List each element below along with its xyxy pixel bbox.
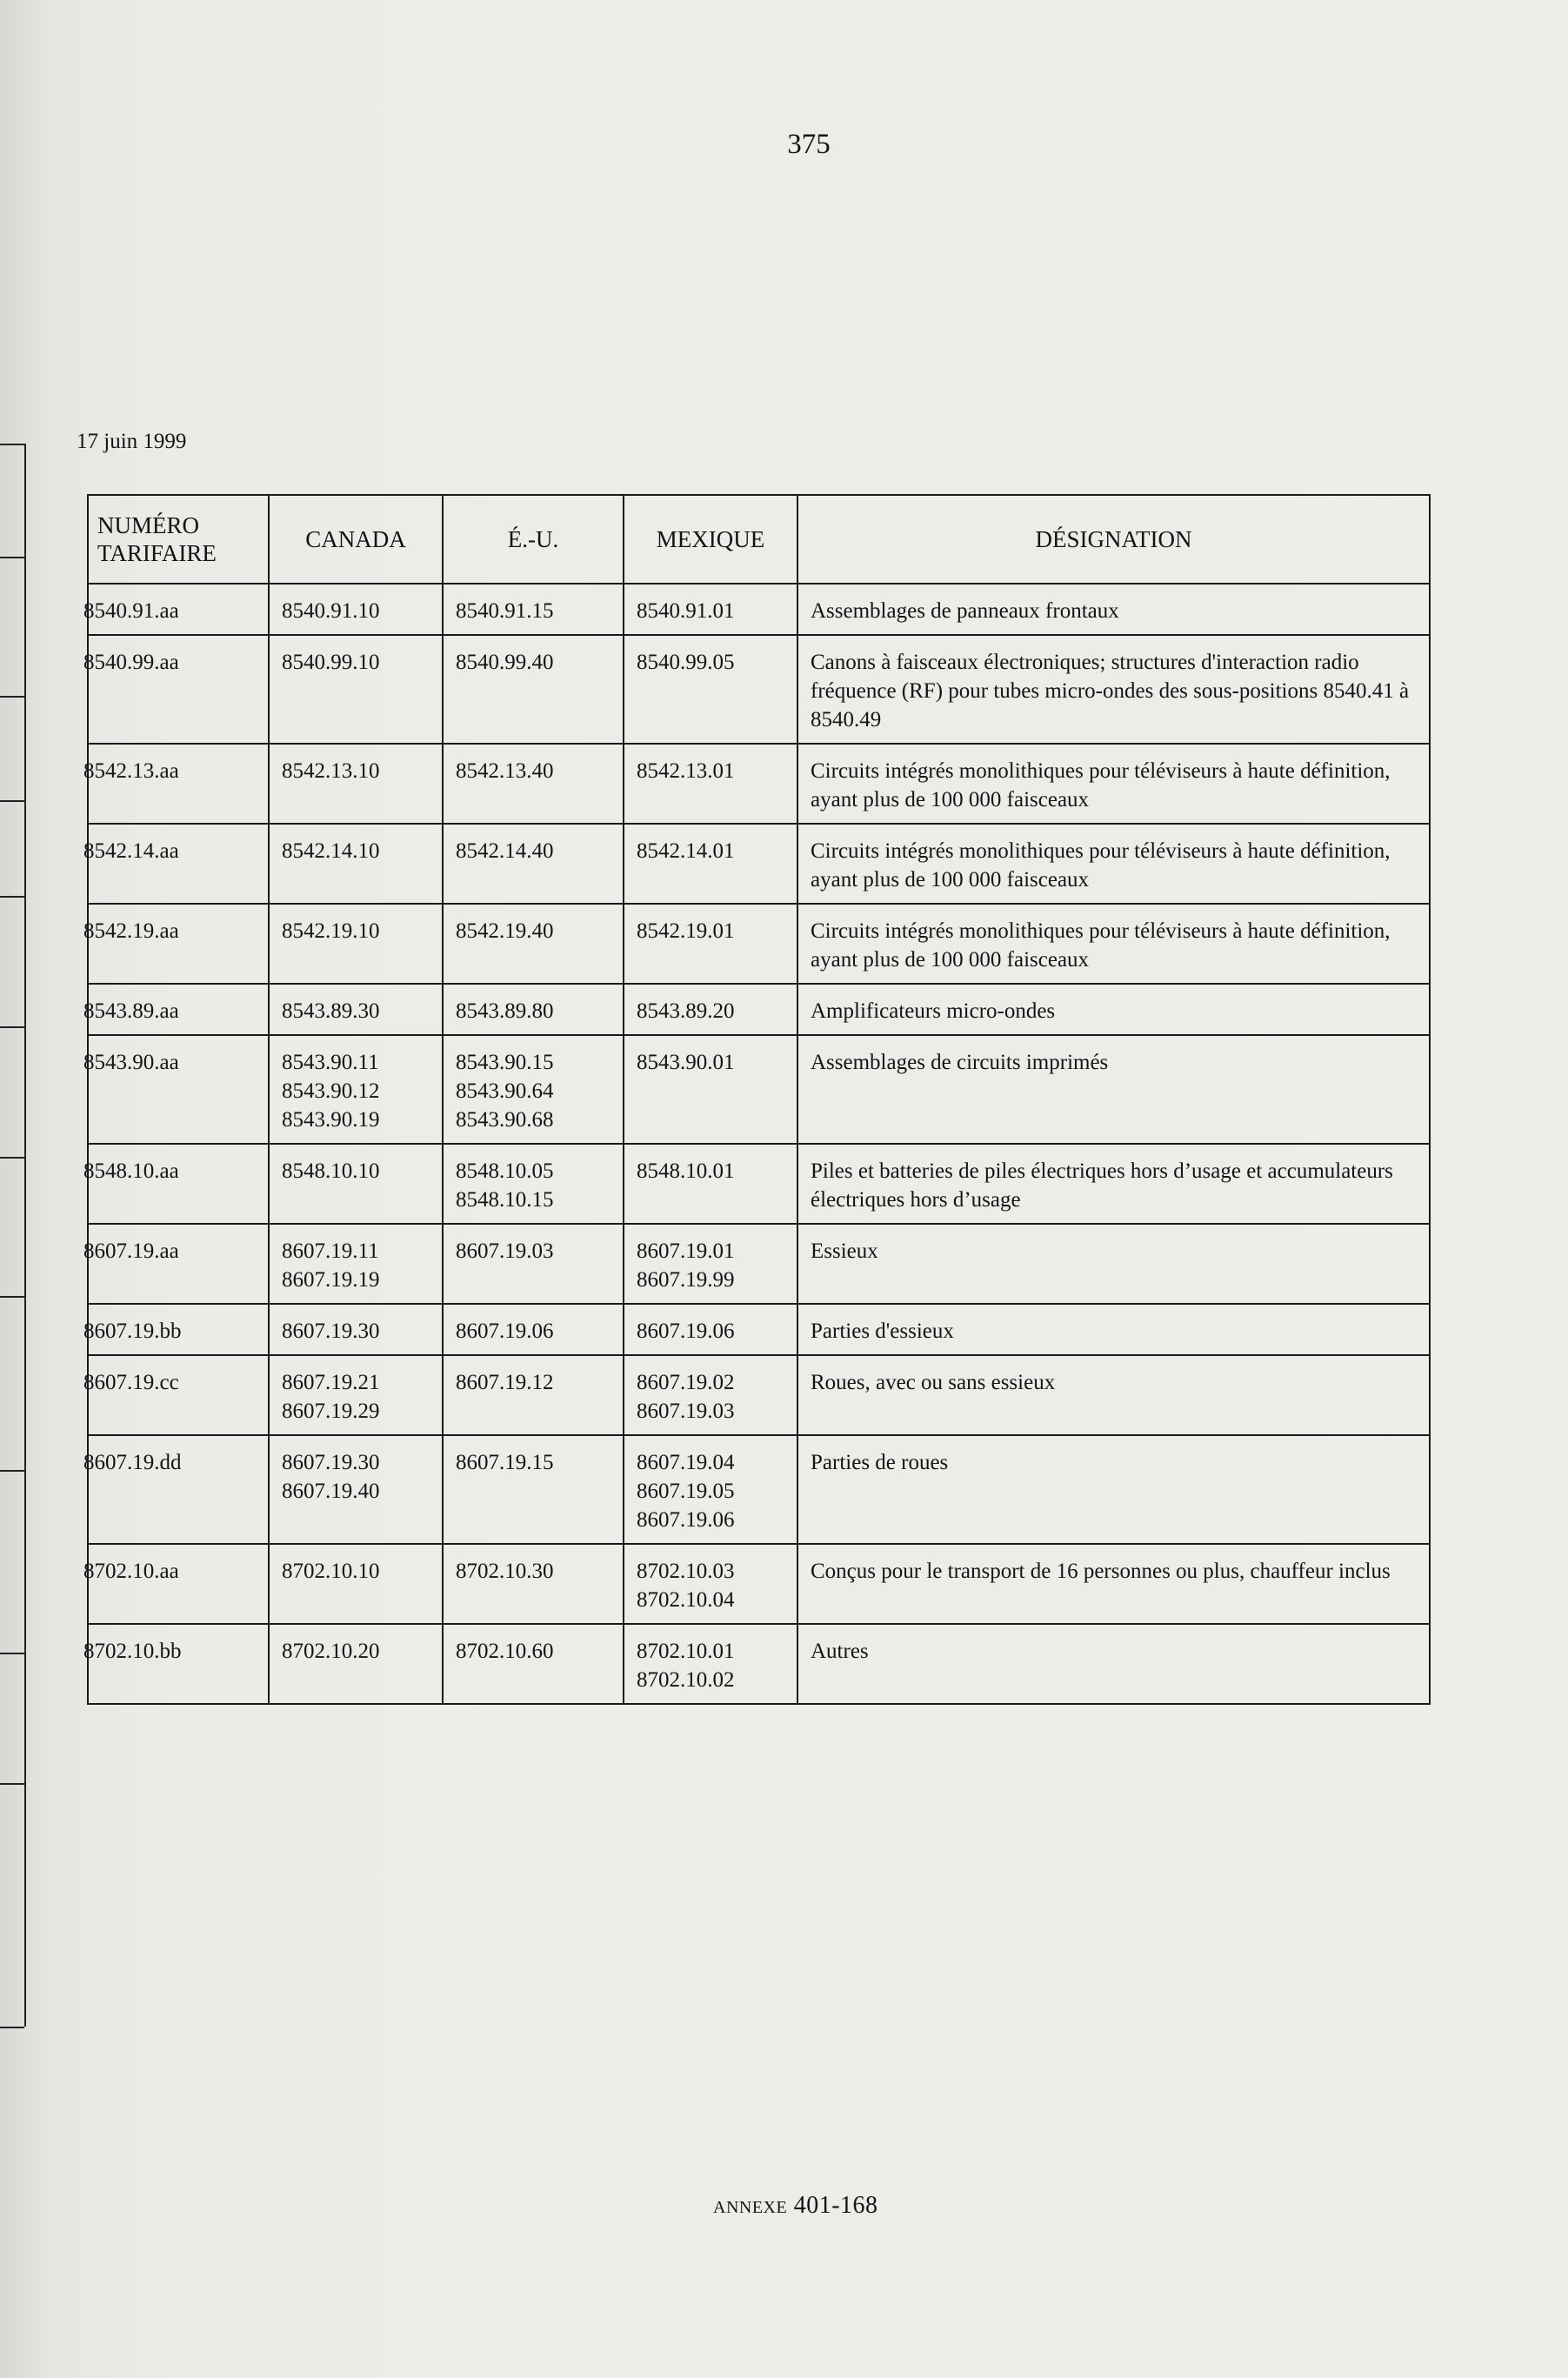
annex-footer — [713, 2192, 878, 2220]
eu-code: 8702.10.60 — [456, 1640, 554, 1663]
designation-text: Autres — [811, 1640, 869, 1663]
cell-designation — [797, 1544, 1430, 1624]
canada-code: 8607.19.40 — [282, 1480, 380, 1503]
mexique-code: 8542.13.01 — [637, 759, 735, 783]
table-row — [88, 635, 1430, 744]
canada-code: 8542.13.10 — [282, 759, 380, 783]
cell-numero-tarifaire — [83, 635, 269, 744]
designation-text: Conçus pour le transport de 16 personnes ou plus, chauffeur inclus — [811, 1560, 1391, 1583]
cell-designation — [797, 984, 1430, 1035]
mexique-code: 8542.19.01 — [637, 919, 735, 943]
cell-numero-tarifaire — [83, 1544, 269, 1624]
cell-numero-tarifaire — [83, 904, 269, 984]
canada-code: 8607.19.30 — [282, 1319, 380, 1343]
page-number: 375 — [787, 129, 831, 160]
canada-code: 8543.90.12 — [282, 1079, 380, 1103]
cell-mexique — [624, 984, 797, 1035]
eu-code: 8607.19.06 — [456, 1319, 554, 1343]
document-date: 17 juin 1999 — [77, 430, 187, 453]
cell-mexique — [624, 744, 797, 824]
table-row — [88, 744, 1430, 824]
eu-code: 8702.10.30 — [456, 1560, 554, 1583]
designation-text: Assemblages de circuits imprimés — [811, 1051, 1109, 1074]
cell-canada — [269, 824, 443, 904]
canada-code: 8607.19.19 — [282, 1268, 380, 1292]
canada-code: 8607.19.30 — [282, 1451, 380, 1474]
table-row — [88, 1544, 1430, 1624]
table-row — [88, 1035, 1430, 1144]
eu-code: 8543.90.15 — [456, 1051, 554, 1074]
tariff-table — [83, 494, 1431, 1705]
mexique-code: 8607.19.99 — [637, 1268, 735, 1292]
cell-designation — [797, 1144, 1430, 1224]
cell-eu — [443, 1355, 624, 1435]
canada-code: 8542.19.10 — [282, 919, 380, 943]
tariff-number: 8543.90.aa — [83, 1051, 179, 1074]
cell-mexique — [624, 1544, 797, 1624]
mexique-code: 8607.19.06 — [637, 1508, 735, 1532]
canada-code: 8542.14.10 — [282, 839, 380, 863]
cell-canada — [269, 1435, 443, 1544]
mexique-code: 8548.10.01 — [637, 1159, 735, 1183]
header-numero-tarifaire: NUMÉRO TARIFAIRE — [88, 495, 269, 584]
cell-numero-tarifaire — [83, 1035, 269, 1144]
tariff-number: 8607.19.bb — [83, 1319, 182, 1343]
designation-text: Circuits intégrés monolithiques pour téléviseurs à haute définition, ayant plus de 100 000 faisceaux — [811, 839, 1391, 892]
mexique-code: 8702.10.03 — [637, 1560, 735, 1583]
cell-designation — [797, 1035, 1430, 1144]
tariff-number: 8542.13.aa — [83, 759, 179, 783]
cell-numero-tarifaire — [83, 584, 269, 635]
tariff-number: 8540.91.aa — [83, 599, 179, 623]
tariff-number: 8542.14.aa — [83, 839, 179, 863]
cell-eu — [443, 1144, 624, 1224]
cell-eu — [443, 904, 624, 984]
cell-canada — [269, 1624, 443, 1704]
cell-numero-tarifaire — [83, 1355, 269, 1435]
eu-code: 8540.91.15 — [456, 599, 554, 623]
cell-designation — [797, 1224, 1430, 1304]
cell-canada — [269, 1144, 443, 1224]
mexique-code: 8540.99.05 — [637, 651, 735, 674]
cell-canada — [269, 1355, 443, 1435]
cell-numero-tarifaire — [83, 1304, 269, 1355]
table-row — [88, 584, 1430, 635]
cell-eu — [443, 824, 624, 904]
cell-eu — [443, 1035, 624, 1144]
cell-mexique — [624, 1304, 797, 1355]
eu-code: 8607.19.12 — [456, 1371, 554, 1394]
tariff-number: 8548.10.aa — [83, 1159, 179, 1183]
mexique-code: 8607.19.04 — [637, 1451, 735, 1474]
previous-page-edge — [0, 444, 26, 2027]
tariff-number: 8543.89.aa — [83, 999, 179, 1023]
table-row — [88, 1144, 1430, 1224]
cell-canada — [269, 635, 443, 744]
cell-numero-tarifaire — [83, 1624, 269, 1704]
cell-eu — [443, 1435, 624, 1544]
canada-code: 8543.90.19 — [282, 1108, 380, 1132]
cell-canada — [269, 584, 443, 635]
eu-code: 8607.19.15 — [456, 1451, 554, 1474]
table-header-row — [88, 495, 1430, 584]
tariff-number: 8607.19.dd — [83, 1451, 182, 1474]
cell-canada — [269, 984, 443, 1035]
cell-eu — [443, 1624, 624, 1704]
eu-code: 8543.90.64 — [456, 1079, 554, 1103]
table-row — [88, 984, 1430, 1035]
eu-code: 8542.19.40 — [456, 919, 554, 943]
table-row — [88, 1304, 1430, 1355]
designation-text: Assemblages de panneaux frontaux — [811, 599, 1119, 623]
cell-canada — [269, 904, 443, 984]
cell-eu — [443, 635, 624, 744]
canada-code: 8607.19.11 — [282, 1239, 379, 1263]
canada-code: 8702.10.10 — [282, 1560, 380, 1583]
eu-code: 8543.90.68 — [456, 1108, 554, 1132]
cell-designation — [797, 1304, 1430, 1355]
cell-numero-tarifaire — [83, 744, 269, 824]
cell-eu — [443, 744, 624, 824]
designation-text: Roues, avec ou sans essieux — [811, 1371, 1056, 1394]
cell-designation — [797, 635, 1430, 744]
cell-canada — [269, 1544, 443, 1624]
cell-canada — [269, 1224, 443, 1304]
tariff-number: 8702.10.aa — [83, 1560, 179, 1583]
tariff-number: 8607.19.aa — [83, 1239, 179, 1263]
eu-code: 8548.10.05 — [456, 1159, 554, 1183]
cell-designation — [797, 1355, 1430, 1435]
table-row — [88, 1355, 1430, 1435]
cell-mexique — [624, 1624, 797, 1704]
cell-canada — [269, 1035, 443, 1144]
canada-code: 8543.90.11 — [282, 1051, 379, 1074]
cell-mexique — [624, 1224, 797, 1304]
cell-mexique — [624, 584, 797, 635]
cell-eu — [443, 584, 624, 635]
mexique-code: 8543.89.20 — [637, 999, 735, 1023]
designation-text: Circuits intégrés monolithiques pour téléviseurs à haute définition, ayant plus de 100 000 faisceaux — [811, 759, 1391, 812]
canada-code: 8540.91.10 — [282, 599, 380, 623]
tariff-number: 8702.10.bb — [83, 1640, 182, 1663]
cell-mexique — [624, 1435, 797, 1544]
cell-numero-tarifaire — [83, 1144, 269, 1224]
cell-mexique — [624, 635, 797, 744]
mexique-code: 8607.19.06 — [637, 1319, 735, 1343]
cell-eu — [443, 1304, 624, 1355]
designation-text: Canons à faisceaux électroniques; structures d'interaction radio fréquence (RF) pour tubes micro-ondes des sous-positions 8540.41 à 8540.49 — [811, 651, 1410, 731]
annex-number: 401-168 — [793, 2192, 878, 2219]
eu-code: 8543.89.80 — [456, 999, 554, 1023]
cell-mexique — [624, 1355, 797, 1435]
canada-code: 8548.10.10 — [282, 1159, 380, 1183]
eu-code: 8548.10.15 — [456, 1188, 554, 1212]
mexique-code: 8702.10.01 — [637, 1640, 735, 1663]
cell-designation — [797, 904, 1430, 984]
mexique-code: 8607.19.03 — [637, 1399, 735, 1423]
cell-mexique — [624, 1144, 797, 1224]
cell-canada — [269, 744, 443, 824]
mexique-code: 8540.91.01 — [637, 599, 735, 623]
canada-code: 8540.99.10 — [282, 651, 380, 674]
eu-code: 8607.19.03 — [456, 1239, 554, 1263]
eu-code: 8542.14.40 — [456, 839, 554, 863]
mexique-code: 8702.10.04 — [637, 1588, 735, 1612]
table-row — [88, 904, 1430, 984]
tariff-table-body — [83, 584, 1430, 1704]
header-designation: DÉSIGNATION — [797, 495, 1430, 584]
cell-canada — [269, 1304, 443, 1355]
table-row — [88, 824, 1430, 904]
tariff-number: 8607.19.cc — [83, 1371, 179, 1394]
designation-text: Piles et batteries de piles électriques hors d’usage et accumulateurs électriques hors d’usage — [811, 1159, 1393, 1212]
annex-label: ANNEXE — [713, 2198, 788, 2217]
cell-numero-tarifaire — [83, 984, 269, 1035]
cell-mexique — [624, 1035, 797, 1144]
eu-code: 8542.13.40 — [456, 759, 554, 783]
designation-text: Essieux — [811, 1239, 878, 1263]
cell-eu — [443, 1544, 624, 1624]
cell-designation — [797, 1435, 1430, 1544]
canada-code: 8702.10.20 — [282, 1640, 380, 1663]
mexique-code: 8607.19.02 — [637, 1371, 735, 1394]
mexique-code: 8607.19.01 — [637, 1239, 735, 1263]
canada-code: 8607.19.29 — [282, 1399, 380, 1423]
cell-numero-tarifaire — [83, 1435, 269, 1544]
mexique-code: 8702.10.02 — [637, 1668, 735, 1692]
mexique-code: 8543.90.01 — [637, 1051, 735, 1074]
cell-designation — [797, 584, 1430, 635]
cell-designation — [797, 744, 1430, 824]
eu-code: 8540.99.40 — [456, 651, 554, 674]
cell-eu — [443, 1224, 624, 1304]
cell-numero-tarifaire — [83, 824, 269, 904]
header-mexique: MEXIQUE — [624, 495, 797, 584]
canada-code: 8543.89.30 — [282, 999, 380, 1023]
mexique-code: 8542.14.01 — [637, 839, 735, 863]
mexique-code: 8607.19.05 — [637, 1480, 735, 1503]
cell-eu — [443, 984, 624, 1035]
cell-designation — [797, 1624, 1430, 1704]
header-eu: É.-U. — [443, 495, 624, 584]
table-row — [88, 1224, 1430, 1304]
designation-text: Parties d'essieux — [811, 1319, 954, 1343]
cell-designation — [797, 824, 1430, 904]
designation-text: Amplificateurs micro-ondes — [811, 999, 1056, 1023]
tariff-number: 8540.99.aa — [83, 651, 179, 674]
canada-code: 8607.19.21 — [282, 1371, 380, 1394]
cell-mexique — [624, 824, 797, 904]
designation-text: Parties de roues — [811, 1451, 949, 1474]
table-row — [88, 1435, 1430, 1544]
cell-mexique — [624, 904, 797, 984]
cell-numero-tarifaire — [83, 1224, 269, 1304]
tariff-number: 8542.19.aa — [83, 919, 179, 943]
table-row — [88, 1624, 1430, 1704]
designation-text: Circuits intégrés monolithiques pour téléviseurs à haute définition, ayant plus de 100 000 faisceaux — [811, 919, 1391, 972]
header-canada: CANADA — [269, 495, 443, 584]
